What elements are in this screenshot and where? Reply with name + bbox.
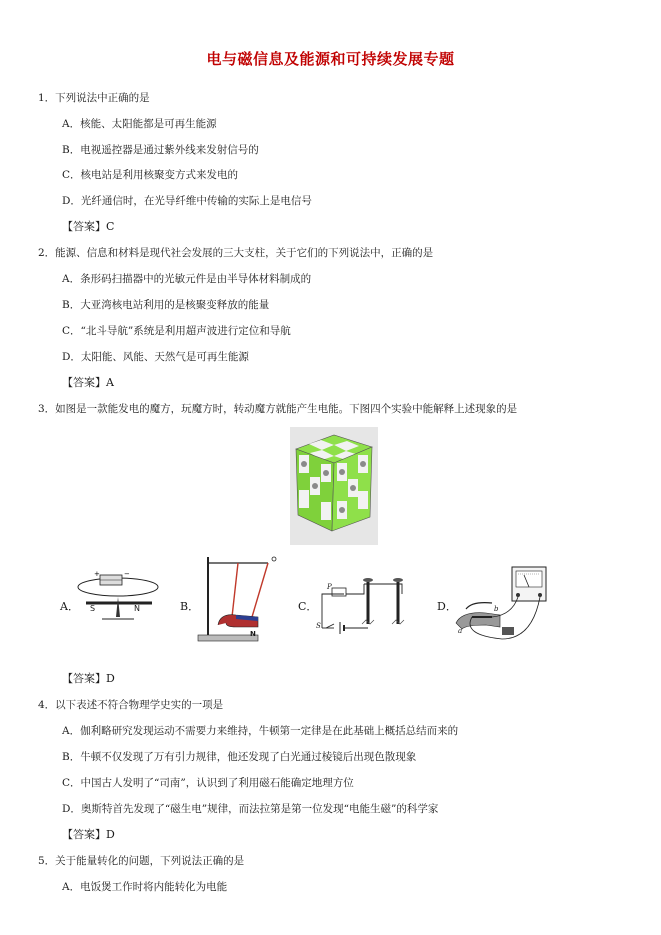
figure-c-label: C．	[298, 600, 318, 613]
question-1-option-c: C．核电站是利用核聚变方式来发电的	[62, 169, 239, 181]
question-1-stem: 1．下列说法中正确的是	[38, 92, 150, 104]
question-1-option-a: A．核能、太阳能都是可再生能源	[62, 118, 217, 130]
figure-a-oersted-experiment	[72, 565, 168, 623]
question-2-stem: 2．能源、信息和材料是现代社会发展的三大支柱，关于它们的下列说法中，正确的是	[38, 247, 434, 259]
generator-cube-image	[290, 427, 378, 545]
figure-d-b-label: b	[494, 605, 499, 613]
question-1-answer: 【答案】C	[62, 220, 115, 233]
question-2-option-c: C．“北斗导航”系统是利用超声波进行定位和导航	[62, 325, 291, 337]
figure-c-p-label: P	[327, 583, 332, 591]
figure-d-a-label: a	[458, 627, 463, 635]
question-4-option-c: C．中国古人发明了“司南”，认识到了利用磁石能确定地理方位	[62, 777, 354, 789]
question-4-option-a: A．伽利略研究发现运动不需要力来维持，牛顿第一定律是在此基础上概括总结而来的	[62, 725, 459, 737]
figure-a-label: A．	[60, 600, 79, 613]
question-2-option-b: B．大亚湾核电站利用的是核聚变释放的能量	[62, 299, 270, 311]
question-4-option-d: D．奥斯特首先发现了“磁生电”规律，而法拉第是第一位发现“电能生磁”的科学家	[62, 803, 439, 815]
figure-b-n-label: N	[250, 630, 256, 638]
question-2-option-d: D．太阳能、风能、天然气是可再生能源	[62, 351, 249, 363]
question-3-stem: 3．如图是一款能发电的魔方，玩魔方时，转动魔方就能产生电能。下图四个实验中能解释上述现象的是	[38, 403, 518, 415]
svg-text:−: −	[124, 570, 130, 578]
question-1-option-d: D．光纤通信时，在光导纤维中传输的实际上是电信号	[62, 195, 312, 207]
question-5-option-a: A．电饭煲工作时将内能转化为电能	[62, 881, 228, 893]
figure-a-s-label: S	[90, 604, 96, 613]
question-4-stem: 4．以下表述不符合物理学史实的一项是	[38, 699, 224, 711]
question-4-answer: 【答案】D	[62, 828, 115, 841]
question-2-answer: 【答案】A	[62, 376, 114, 389]
figure-b-label: B．	[180, 600, 200, 613]
page-title: 电与磁信息及能源和可持续发展专题	[206, 50, 455, 68]
question-4-option-b: B．牛顿不仅发现了万有引力规律，他还发现了白光通过棱镜后出现色散现象	[62, 751, 417, 763]
figure-d-electromagnetic-induction-experiment	[452, 565, 552, 645]
question-3-answer: 【答案】D	[62, 672, 115, 685]
question-1-option-b: B．电视遥控器是通过紫外线来发射信号的	[62, 144, 259, 156]
figure-c-s-label: S	[316, 622, 321, 630]
svg-text:+: +	[94, 570, 100, 578]
figure-d-label: D．	[437, 600, 457, 613]
question-2-option-a: A．条形码扫描器中的光敏元件是由半导体材料制成的	[62, 273, 312, 285]
figure-b-magnet-force-experiment	[196, 555, 286, 643]
figure-a-n-label: N	[134, 604, 140, 613]
question-5-stem: 5．关于能量转化的问题，下列说法正确的是	[38, 855, 245, 867]
